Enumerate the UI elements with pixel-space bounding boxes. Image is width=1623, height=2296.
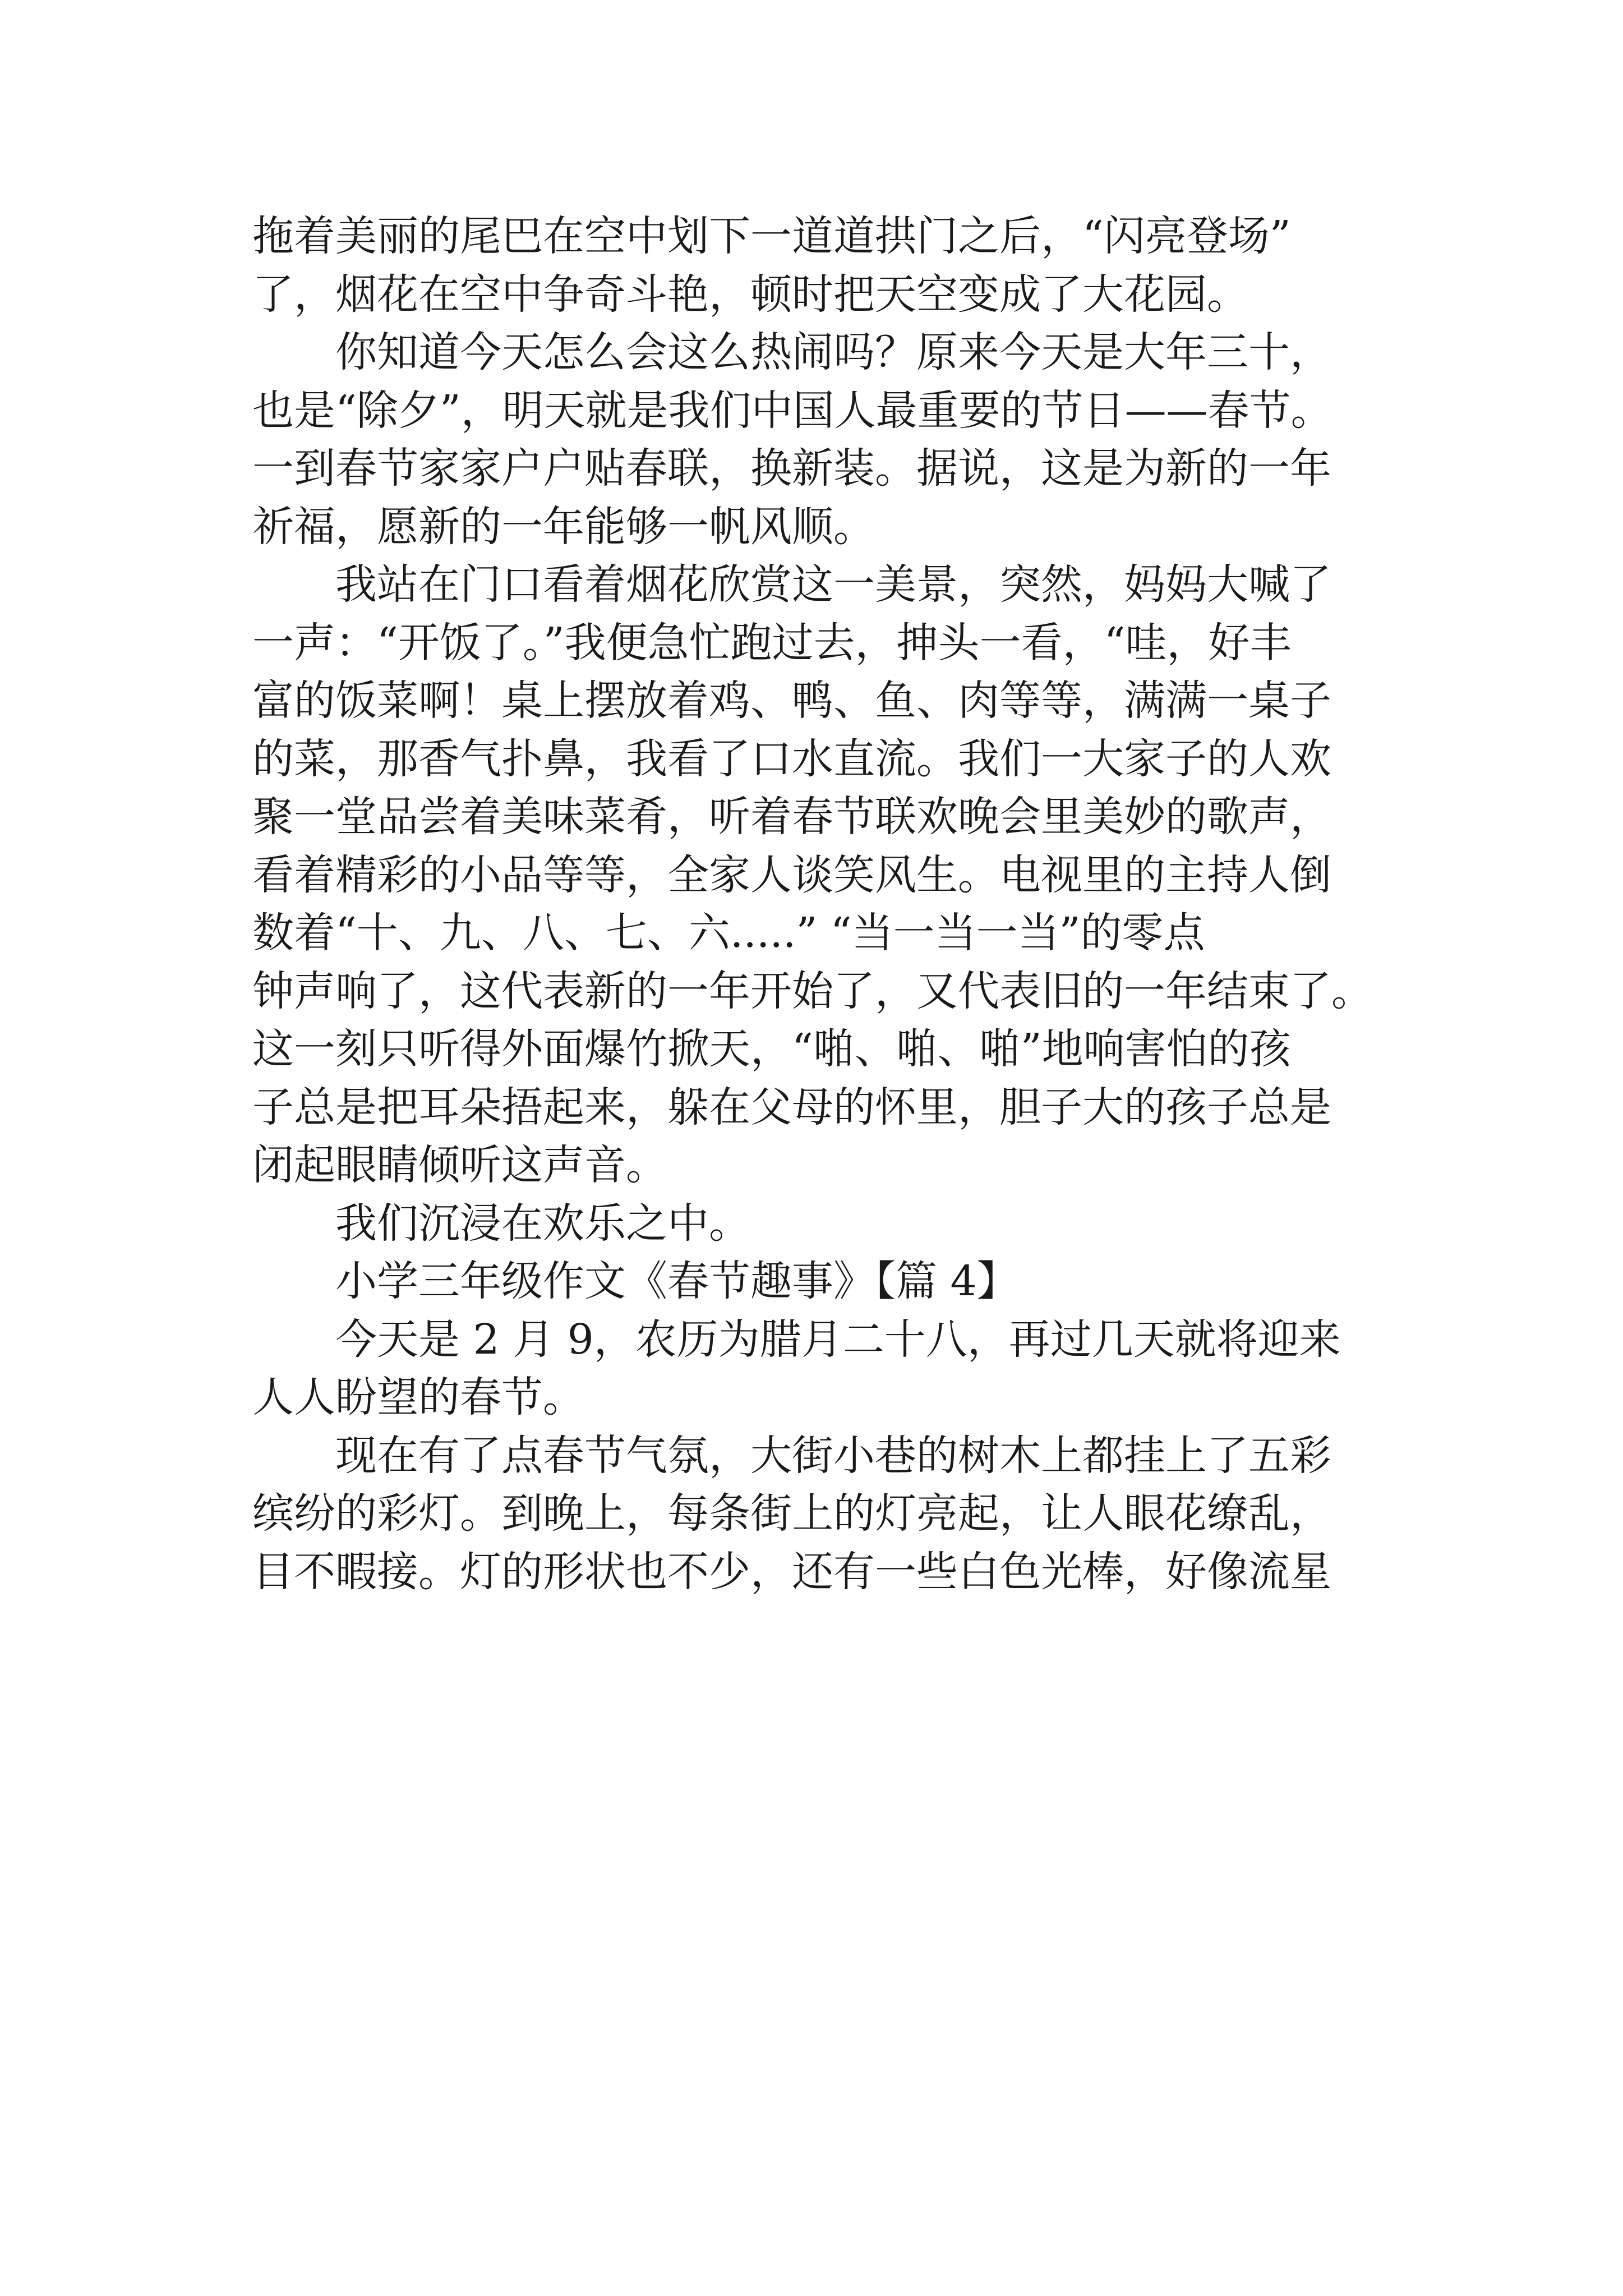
text-line: 我站在门口看着烟花欣赏这一美景，突然，妈妈大喊了	[252, 560, 1331, 609]
text-line: 闭起眼睛倾听这声音。	[252, 1141, 667, 1189]
text-line: 你知道今天怎么会这么热闹吗？原来今天是大年三十，	[252, 328, 1331, 376]
text-line: 的菜，那香气扑鼻，我看了口水直流。我们一大家子的人欢	[252, 734, 1331, 783]
text-line: 这一刻只听得外面爆竹掀天，“啪、啪、啪”地响害怕的孩	[252, 1025, 1291, 1073]
text-line: 祈福，愿新的一年能够一帆风顺。	[252, 502, 875, 551]
text-line: 看着精彩的小品等等，全家人谈笑风生。电视里的主持人倒	[252, 850, 1331, 899]
text-line: 现在有了点春节气氛，大街小巷的树木上都挂上了五彩	[252, 1431, 1331, 1480]
text-line: 聚一堂品尝着美味菜肴，听着春节联欢晚会里美妙的歌声，	[252, 793, 1331, 841]
text-line: 富的饭菜啊！桌上摆放着鸡、鸭、鱼、肉等等，满满一桌子	[252, 677, 1331, 725]
text-line: 人人盼望的春节。	[252, 1373, 584, 1421]
text-line: 缤纷的彩灯。到晚上，每条街上的灯亮起，让人眼花缭乱，	[252, 1489, 1331, 1538]
text-line: 一到春节家家户户贴春联，换新装。据说，这是为新的一年	[252, 444, 1331, 493]
text-line: 子总是把耳朵捂起来，躲在父母的怀里，胆子大的孩子总是	[252, 1083, 1331, 1131]
text-line: 钟声响了，这代表新的一年开始了，又代表旧的一年结束了。	[252, 967, 1373, 1015]
text-line: 我们沉浸在欢乐之中。	[252, 1199, 750, 1248]
text-line: 今天是 2 月 9，农历为腊月二十八，再过几天就将迎来	[252, 1315, 1341, 1364]
section-heading: 小学三年级作文《春节趣事》【篇 4】	[252, 1257, 1018, 1305]
text-line: 了，烟花在空中争奇斗艳，顿时把天空变成了大花园。	[252, 270, 1248, 319]
essay-text	[252, 208, 1396, 1601]
text-line: 拖着美丽的尾巴在空中划下一道道拱门之后，“闪亮登场”	[252, 212, 1291, 260]
text-line: 一声：“开饭了。”我便急忙跑过去，抻头一看，“哇，好丰	[252, 618, 1292, 667]
text-line: 目不暇接。灯的形状也不少，还有一些白色光棒，好像流星	[252, 1547, 1331, 1596]
text-line: 也是“除夕”，明天就是我们中国人最重要的节日——春节。	[252, 386, 1332, 435]
text-line: 数着“十、九、八、七、六.....” “当一当一当”的零点	[252, 909, 1205, 957]
